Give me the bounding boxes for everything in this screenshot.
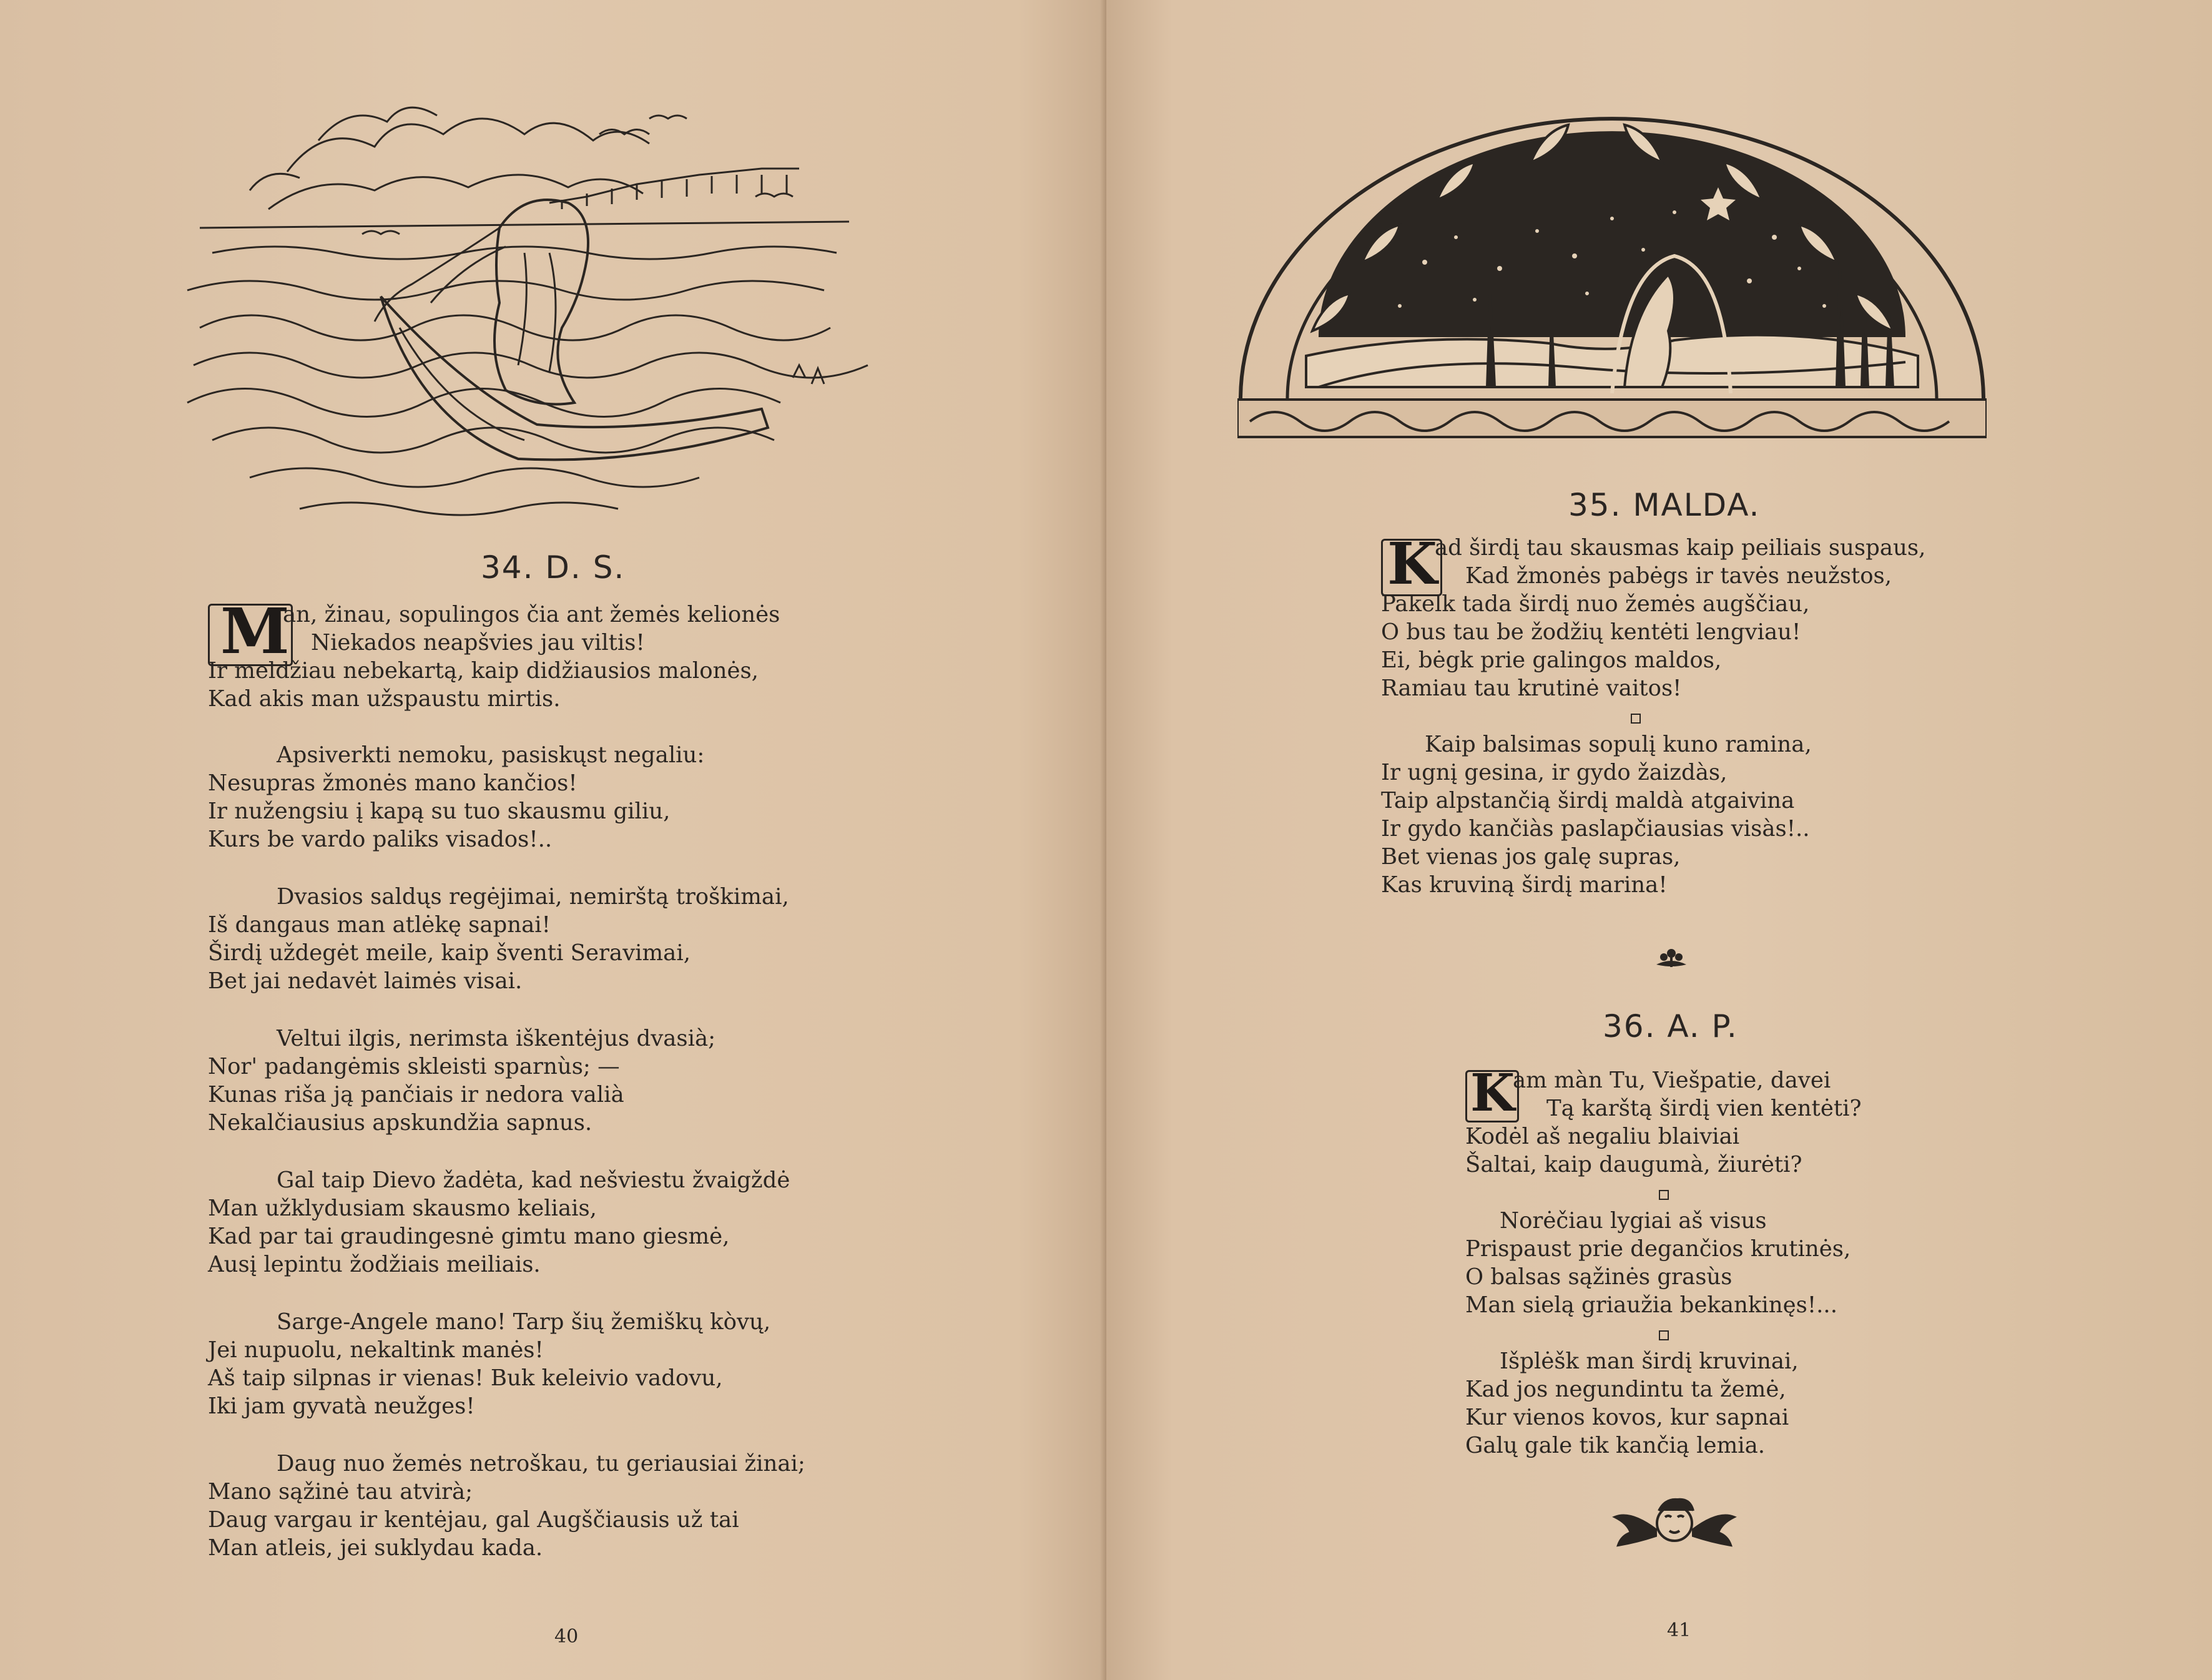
stanza <box>208 1024 926 1137</box>
poem-line: Veltui ilgis, nerimsta iškentėjus dvasià; <box>277 1026 716 1051</box>
poem-line: Kad jos negundintu ta žemė, <box>1465 1377 1786 1402</box>
poem-line: Taip alpstančią širdį maldà atgaivina <box>1381 788 1795 813</box>
poem-line: O bus tau be žodžių kentėti lengviau! <box>1381 619 1801 645</box>
poem-line: Pakelk tada širdį nuo žemės augščiau, <box>1381 591 1810 617</box>
poem-line: Kad par tai graudingesnė gimtu mano giesmė, <box>208 1224 730 1249</box>
poem-line: Man užklydusiam skausmo keliais, <box>208 1196 597 1221</box>
poem-line: Mano sąžinė tau atvirà; <box>208 1479 473 1505</box>
poem-line: Kodėl aš negaliu blaiviai <box>1465 1124 1740 1149</box>
poem-line: Niekados neapšvies jau viltis! <box>311 630 645 656</box>
poem-line: Kurs be vardo paliks visados!.. <box>208 827 553 852</box>
poem-line: Ausį lepintu žodžiais meiliais. <box>208 1252 541 1277</box>
poem-title-34: 34. D. S. <box>481 549 626 586</box>
poem-line: Daug nuo žemės netroškau, tu geriausiai žinai; <box>277 1451 805 1476</box>
poem-line: am màn Tu, Viešpatie, davei <box>1513 1068 1831 1093</box>
poem-line: Tą karštą širdį vien kentėti? <box>1546 1096 1862 1121</box>
poem-line: Apsiverkti nemoku, pasiskųst negaliu: <box>277 742 705 768</box>
poem-line: Iš dangaus man atlėkę sapnai! <box>208 912 551 938</box>
page-number: 40 <box>554 1626 579 1648</box>
stanza <box>1465 1063 2090 1207</box>
poem-line: an, žinau, sopulingos čia ant žemės kelionės <box>283 602 780 627</box>
poem-line: Daug vargau ir kentėjau, gal Augščiausis už tai <box>208 1507 739 1533</box>
poem-line: Prispaust prie degančios krutinės, <box>1465 1236 1851 1262</box>
poem-line: Bet vienas jos galę supras, <box>1381 844 1681 870</box>
stanza <box>208 1308 926 1420</box>
poem-line: Bet jai nedavėt laimės visai. <box>208 968 523 994</box>
poem-line: Ir ugnį gesina, ir gydo žaizdàs, <box>1381 760 1728 785</box>
drop-cap-k: K <box>1381 534 1443 596</box>
boat-woman-illustration <box>175 66 887 528</box>
poem-line: Kur vienos kovos, kur sapnai <box>1465 1405 1789 1430</box>
page-number: 41 <box>1667 1619 1691 1641</box>
poem-line: Kad akis man užspaustu mirtis. <box>208 686 561 712</box>
poem-title-35: 35. MALDA. <box>1568 487 1761 523</box>
flower-ornament-icon <box>1653 946 1690 971</box>
poem-line: Kas kruviną širdį marina! <box>1381 872 1668 898</box>
poem-line: Ir nužengsiu į kapą su tuo skausmu giliu, <box>208 798 671 824</box>
poem-line: Išplėšk man širdį kruvinai, <box>1500 1348 1799 1374</box>
poem-line: Kunas riša ją pančiais ir nedora valià <box>208 1082 624 1108</box>
stanza <box>208 883 926 995</box>
poem-title-36: 36. A. P. <box>1603 1008 1738 1044</box>
night-sky-arch-illustration <box>1237 106 1987 449</box>
poem-line: O balsas sąžinės grasùs <box>1465 1264 1733 1290</box>
stanza <box>208 1450 926 1562</box>
stanza-separator-icon <box>1631 714 1641 724</box>
drop-cap-k: K <box>1465 1066 1521 1121</box>
poem-line: Nekalčiausius apskundžia sapnus. <box>208 1110 592 1136</box>
poem-line: Nor' padangėmis skleisti sparnùs; — <box>208 1054 620 1079</box>
poem-line: Kad žmonės pabėgs ir tavės neužstos, <box>1465 563 1892 589</box>
stanza <box>1465 1207 2090 1347</box>
stanza <box>1381 530 2130 730</box>
drop-cap-m: M <box>208 601 295 667</box>
poem-line: Dvasios saldųs regėjimai, nemirštą troškimai, <box>277 884 789 910</box>
poem-line: Šaltai, kaip daugumà, žiurėti? <box>1465 1152 1802 1177</box>
poem-line: Galų gale tik kančią lemia. <box>1465 1433 1766 1458</box>
poem-line: Man atleis, jei suklydau kada. <box>208 1535 543 1561</box>
poem-line: Norėčiau lygiai aš visus <box>1500 1208 1767 1234</box>
poem-line: Ir gydo kančiàs paslapčiausias visàs!.. <box>1381 816 1810 842</box>
stanza <box>208 741 926 853</box>
stanza <box>1465 1347 2090 1460</box>
poem-line: Ramiau tau krutinė vaitos! <box>1381 675 1682 701</box>
stanza <box>208 1166 926 1279</box>
poem-line: Nesupras žmonės mano kančios! <box>208 770 578 796</box>
poem-line: Sarge-Angele mano! Tarp šių žemiškų kòvų, <box>277 1309 771 1335</box>
poem-line: ad širdį tau skausmas kaip peiliais suspaus, <box>1435 535 1926 561</box>
stanza <box>1381 730 2130 899</box>
poem-34-body <box>208 594 926 1562</box>
poem-line: Iki jam gyvatà neužges! <box>208 1393 475 1419</box>
stanza <box>208 594 926 741</box>
right-page <box>1106 0 2212 1680</box>
poem-35-body <box>1381 530 2130 899</box>
stanza-separator-icon <box>1659 1190 1669 1200</box>
poem-36-body <box>1465 1063 2090 1460</box>
poem-line: Kaip balsimas sopulį kuno ramina, <box>1425 732 1812 757</box>
poem-line: Jei nupuolu, nekaltink manės! <box>208 1337 544 1363</box>
poem-line: Ir meldžiau nebekartą, kaip didžiausios malonės, <box>208 658 759 684</box>
poem-line: Širdį uždegėt meile, kaip šventi Seravimai, <box>208 940 691 966</box>
cherub-ornament-icon <box>1612 1486 1737 1567</box>
poem-line: Man sielą griaužia bekankinęs!... <box>1465 1292 1837 1318</box>
poem-line: Aš taip silpnas ir vienas! Buk keleivio vadovu, <box>208 1365 723 1391</box>
poem-line: Ei, bėgk prie galingos maldos, <box>1381 647 1722 673</box>
stanza-separator-icon <box>1659 1330 1669 1340</box>
poem-line: Gal taip Dievo žadėta, kad nešviestu žvaigždė <box>277 1167 790 1193</box>
